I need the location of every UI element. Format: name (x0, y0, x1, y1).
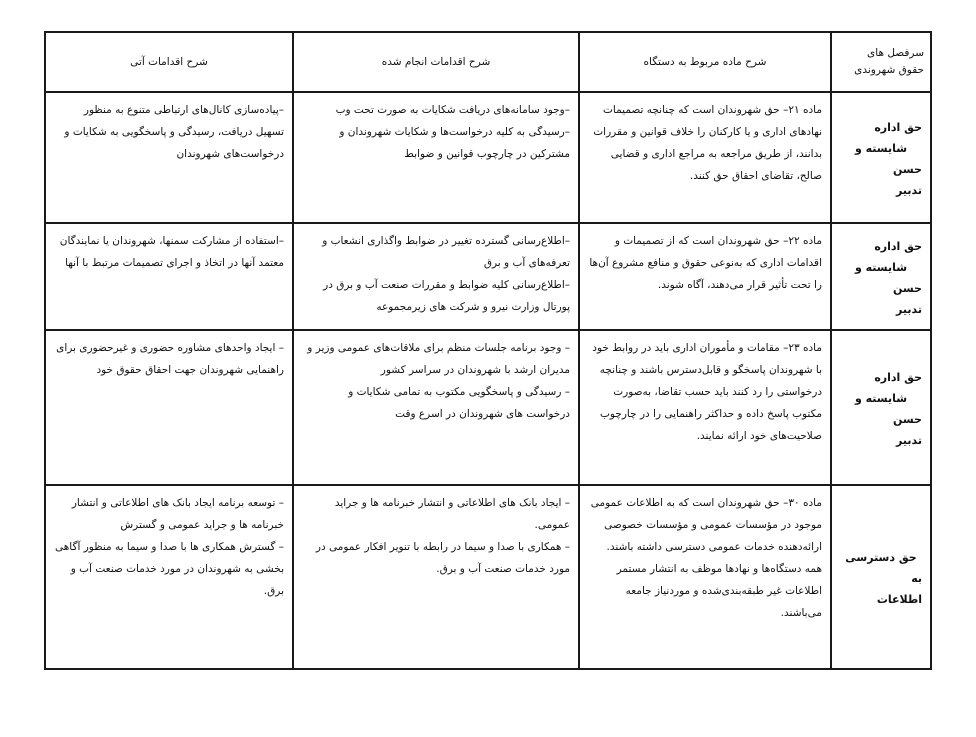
future-actions-cell: –پیاده‌سازی کانال‌های ارتباطی متنوع به منظور تسهیل دریافت، رسیدگی و پاسخگویی به شکایات و درخواست‌های شهروندان (45, 92, 293, 223)
article-cell: ماده ۲۲– حق شهروندان است که از تصمیمات و اقدامات اداری که به‌نوعی حقوق و منافع مشروع آن‌ها را تحت تأثیر قرار می‌دهند، آگاه شوند. (579, 223, 831, 330)
header-rights-title: سرفصل های حقوق شهروندی (831, 32, 931, 92)
row-title: حق اداره شایسته و حسن تدبیر (831, 223, 931, 330)
row-title: حق اداره شایسته و حسن تدبیر (831, 330, 931, 485)
article-cell: ماده ۲۳– مقامات و مأموران اداری باید در روابط خود با شهروندان پاسخگو و قابل‌دسترس باشند و چنانچه درخواستی را رد کنند باید حسب تقاضا، به‌صورت مکتوب پاسخ داده و حداکثر راهنمایی را در چارچوب صلاحیت‌های خود ارائه نمایند. (579, 330, 831, 485)
header-future-actions: شرح اقدامات آتی (45, 32, 293, 92)
header-actions-done: شرح اقدامات انجام شده (293, 32, 579, 92)
table-header-row (45, 32, 931, 92)
table-row (45, 485, 931, 669)
future-actions-cell: – توسعه برنامه ایجاد بانک های اطلاعاتی و انتشار خبرنامه ها و جراید عمومی و گسترش – گسترش همکاری ها با صدا و سیما به منظور آگاهی بخشی به شهروندان در مورد خدمات صنعت آب و برق. (45, 485, 293, 669)
row-title: حق دسترسی به اطلاعات (831, 485, 931, 669)
table-row (45, 330, 931, 485)
article-cell: ماده ۲۱– حق شهروندان است که چنانچه تصمیمات نهادهای اداری و یا کارکنان را خلاف قوانین و مقررات بدانند، از طریق مراجعه به مراجع اداری و قضایی صالح، تقاضای احقاق حق کنند. (579, 92, 831, 223)
citizen-rights-table (44, 31, 932, 670)
future-actions-cell: –استفاده از مشارکت سمنها، شهروندان یا نمایندگان معتمد آنها در اتخاذ و اجرای تصمیمات مرتبط با آنها (45, 223, 293, 330)
future-actions-cell: – ایجاد واحدهای مشاوره حضوری و غیرحضوری برای راهنمایی شهروندان جهت احقاق حقوق خود (45, 330, 293, 485)
table-row (45, 223, 931, 330)
actions-done-cell: –وجود سامانه‌های دریافت شکایات به صورت تحت وب –رسیدگی به کلیه درخواست‌ها و شکایات شهروندان و مشترکین در چارچوب قوانین و ضوابط (293, 92, 579, 223)
header-article-description: شرح ماده مربوط به دستگاه (579, 32, 831, 92)
actions-done-cell: – ایجاد بانک های اطلاعاتی و انتشار خبرنامه ها و جراید عمومی. – همکاری با صدا و سیما در رابطه با تنویر افکار عمومی در مورد خدمات صنعت آب و برق. (293, 485, 579, 669)
actions-done-cell: –اطلاع‌رسانی گسترده تغییر در ضوابط واگذاری انشعاب و تعرفه‌های آب و برق –اطلاع‌رسانی کلیه ضوابط و مقررات صنعت آب و برق در پورتال وزارت نیرو و شرکت های زیرمجموعه (293, 223, 579, 330)
row-title: حق اداره شایسته و حسن تدبیر (831, 92, 931, 223)
article-cell: ماده ۳۰– حق شهروندان است که به اطلاعات عمومی موجود در مؤسسات عمومی و مؤسسات خصوصی ارائه‌دهنده خدمات عمومی دسترسی داشته باشند. همه دستگاه‌ها و نهادها موظف به انتشار مستمر اطلاعات غیر طبقه‌بندی‌شده و موردنیاز جامعه می‌باشند. (579, 485, 831, 669)
actions-done-cell: – وجود برنامه جلسات منظم برای ملاقات‌های عمومی وزیر و مدیران ارشد با شهروندان در سراسر کشور – رسیدگی و پاسخگویی مکتوب به تمامی شکایات و درخواست های شهروندان در اسرع وقت (293, 330, 579, 485)
table-row (45, 92, 931, 223)
